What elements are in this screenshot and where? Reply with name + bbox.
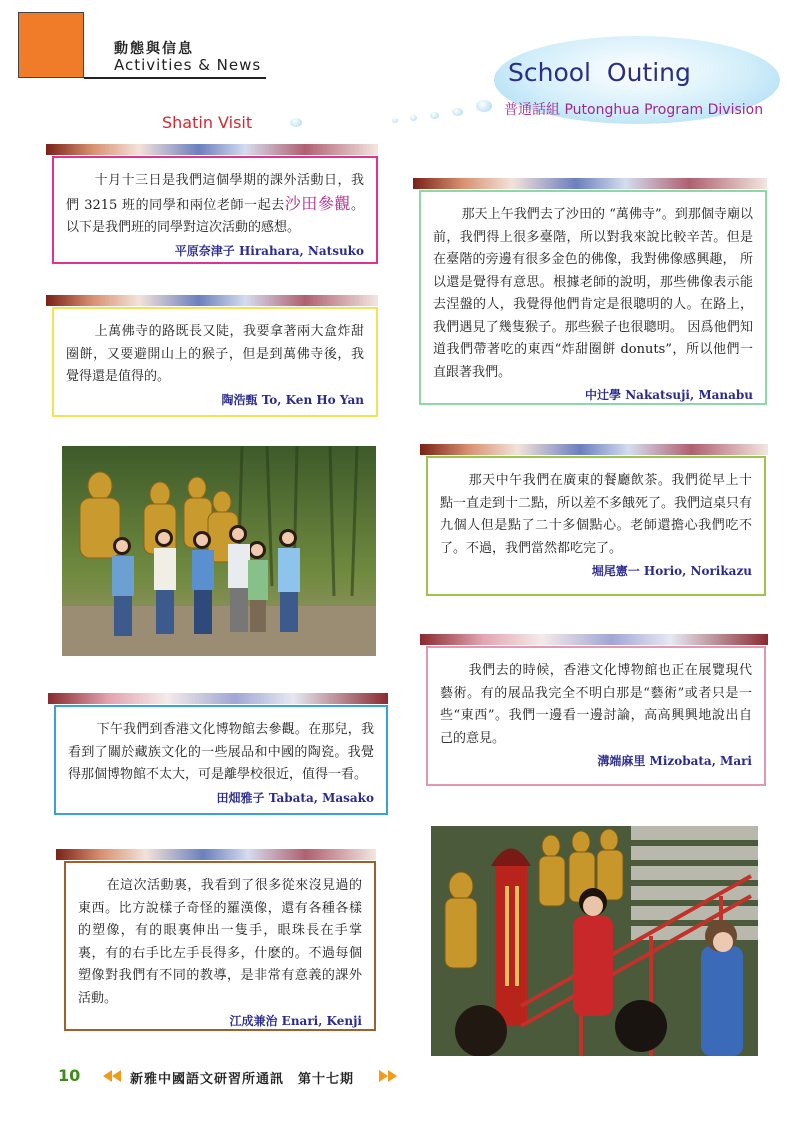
author-name: 平原奈津子 Hirahara, Natsuko xyxy=(174,243,364,258)
article-text: 在這次活動裏，我看到了很多從來沒見過的東西。比方說樣子奇怪的羅漢像，還有各種各樣的塑像，有的眼裏伸出一隻手，眼珠長在手掌裏，有的右手比左手長得多，什麽的。不過每個塑像對我們有不同的教導，是非常有意義的課外活動。 xyxy=(78,878,362,1006)
gradient-bar xyxy=(48,693,388,704)
article-text: 那天上午我們去了沙田的 “萬佛寺”。到那個寺廟以前，我們得上很多臺階，所以對我來說比較辛苦。但是在臺階的旁邊有很多金色的佛像，我對佛像感興趣， 所以還是覺得有意思。根據老師的說明，那些佛像表示能去涅盤的人，我覺得他們肯定是很聰明的人。在路上，我們遇見了幾隻猴子。那些猴子也很聰明。 因爲他們知道我們帶著吃的東西“炸甜圈餅 donuts”，所以他們一直跟著我們。 xyxy=(433,207,753,380)
gradient-bar xyxy=(420,444,768,455)
gradient-bar xyxy=(46,144,378,155)
publication-title: 新雅中國語文研習所通訊 第十七期 xyxy=(130,1072,355,1087)
bubble-decoration xyxy=(392,118,398,123)
bubble-decoration xyxy=(290,118,302,127)
gradient-bar xyxy=(413,178,767,189)
article-box-horio xyxy=(426,456,766,596)
article-box-tabata xyxy=(54,705,388,815)
author-name: 溝端麻里 Mizobata, Mari xyxy=(597,754,752,768)
article-box-enari xyxy=(64,861,376,1031)
division-label: 普通話組 Putonghua Program Division xyxy=(504,102,764,118)
article-text: 上萬佛寺的路既長又陡，我要拿著兩大盒炸甜圈餅，又要避開山上的猴子，但是到萬佛寺後，我覺得還是值得的。 xyxy=(66,324,364,384)
author-name: 中辻學 Nakatsuji, Manabu xyxy=(585,388,753,402)
author-name: 江成兼治 Enari, Kenji xyxy=(229,1014,362,1028)
arrow-left-icon xyxy=(112,1070,121,1082)
arrow-right-icon xyxy=(379,1070,388,1082)
group-photo xyxy=(62,446,376,656)
temple-photo xyxy=(431,826,758,1056)
header-rule xyxy=(84,77,266,79)
article-text: 那天中午我們在廣東的餐廳飲茶。我們從早上十點一直走到十二點，所以差不多餓死了。我們這桌只有九個人但是點了二十多個點心。老師還擔心我們吃不了。不過，我們當然都吃完了。 xyxy=(440,473,753,556)
arrow-left-icon xyxy=(103,1070,112,1082)
bubble-decoration xyxy=(410,115,417,121)
highlight-text: 沙田參觀 xyxy=(284,193,351,213)
article-box-hirahara xyxy=(52,156,378,264)
article-box-to xyxy=(52,307,378,417)
gradient-bar xyxy=(420,634,768,645)
author-name: 田畑雅子 Tabata, Masako xyxy=(216,790,374,805)
section-label-zh: 動態與信息 xyxy=(114,41,194,57)
corner-decoration xyxy=(18,12,84,78)
arrow-right-icon xyxy=(388,1070,397,1082)
article-text: 下午我們到香港文化博物館去參觀。在那兒，我看到了關於藏族文化的一些展品和中國的陶瓷。我覺得那個博物館不太大，可是離學校很近，值得一看。 xyxy=(68,722,374,782)
bubble-decoration xyxy=(476,100,492,112)
bubble-decoration xyxy=(452,108,463,116)
article-text: 我們去的時候，香港文化博物館也正在展覽現代藝術。有的展品我完全不明白那是“藝術”或者只是一些“東西”。我們一邊看一邊討論，高高興興地說出自己的意見。 xyxy=(440,663,752,746)
page-title: School Outing xyxy=(508,58,691,87)
article-box-mizobata xyxy=(426,646,766,786)
author-name: 堀尾憲一 Horio, Norikazu xyxy=(591,564,752,578)
section-label-en: Activities & News xyxy=(114,56,262,74)
article-text: 十月十三日是我們這個學期的課外活動日，我們 3215 班的同學和兩位老師一起去沙田參觀。以下是我們班的同學對這次活動的感想。 xyxy=(66,173,364,235)
author-name: 陶浩甄 To, Ken Ho Yan xyxy=(221,392,364,407)
article-box-nakatsuji xyxy=(419,190,767,405)
article-subtitle: Shatin Visit xyxy=(162,113,253,132)
page-number: 10 xyxy=(58,1066,81,1085)
gradient-bar xyxy=(46,295,378,306)
bubble-decoration xyxy=(430,112,439,119)
gradient-bar xyxy=(56,849,376,860)
